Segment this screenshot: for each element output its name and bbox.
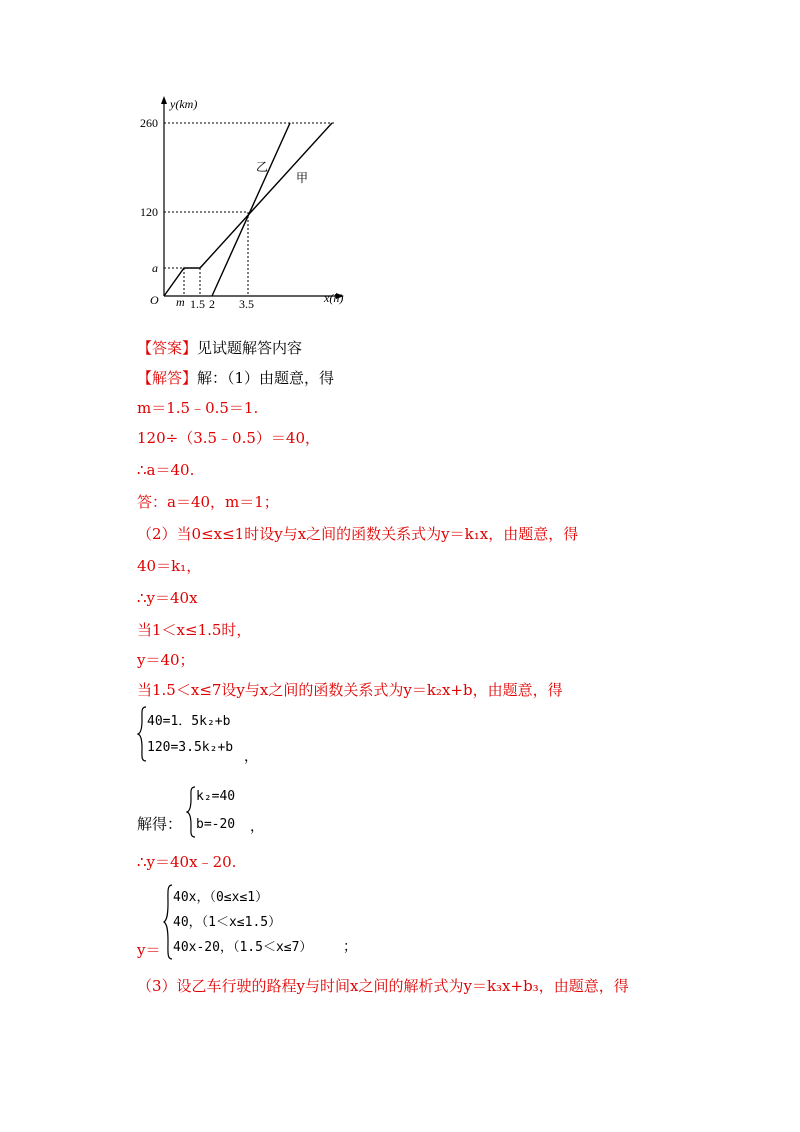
left-brace-icon	[137, 706, 147, 762]
piecewise-row-2: 40，（1＜x≤1.5）	[173, 915, 282, 930]
line-1: m＝1.5﹣0.5＝1.	[137, 399, 259, 417]
piecewise-function	[163, 884, 383, 964]
line-10: 当1.5＜x≤7设y与x之间的函数关系式为y＝k₂x+b，由题意，得	[137, 681, 563, 699]
x-axis-label: x(h)	[324, 291, 344, 305]
system-2-tail: ，	[250, 819, 264, 835]
left-brace-icon	[186, 786, 196, 838]
solve-prefix: 解得：	[137, 815, 183, 833]
piecewise-prefix: y＝	[137, 941, 161, 959]
y-tick-a: a	[152, 261, 158, 275]
line-7: ∴y＝40x	[137, 589, 198, 607]
label-yi: 乙	[256, 160, 269, 174]
equation-system-1	[137, 706, 337, 766]
x-tick-3-5: 3.5	[239, 297, 254, 311]
line-12: ∴y＝40x﹣20.	[137, 853, 237, 871]
equation-system-2	[186, 786, 306, 842]
piecewise-row-1: 40x，（0≤x≤1）	[173, 890, 269, 905]
piecewise-tail: ；	[343, 939, 357, 955]
system-1-row-1: 40=1．5k₂+b	[147, 714, 231, 729]
answer-tag: 【答案】	[137, 339, 198, 357]
answer-text: 见试题解答内容	[197, 339, 303, 357]
left-brace-icon	[163, 884, 173, 960]
line-6: 40＝k₁，	[137, 557, 202, 575]
line-yi	[212, 123, 290, 296]
y-axis-label: y(km)	[170, 97, 198, 111]
line-8: 当1＜x≤1.5时，	[137, 621, 252, 639]
x-tick-1-5: 1.5	[190, 297, 205, 311]
answer-line	[137, 338, 302, 358]
system-2-row-1: k₂=40	[196, 789, 236, 804]
line-9: y＝40；	[137, 651, 195, 669]
y-tick-120: 120	[140, 205, 158, 219]
system-1-row-2: 120=3.5k₂+b	[147, 740, 234, 755]
distance-time-graph	[140, 96, 370, 316]
analysis-tag: 【解答】	[137, 369, 198, 387]
analysis-line	[137, 368, 334, 388]
line-14: （3）设乙车行驶的路程y与时间x之间的解析式为y＝k₃x+b₃，由题意，得	[137, 977, 629, 995]
piecewise-row-3: 40x-20，（1.5＜x≤7）	[173, 940, 313, 955]
system-1-tail: ，	[244, 749, 258, 765]
y-tick-260: 260	[140, 116, 158, 130]
line-jia	[164, 123, 332, 296]
x-tick-m: m	[176, 295, 185, 309]
line-3: ∴a＝40.	[137, 461, 195, 479]
y-axis-arrow	[161, 96, 167, 104]
analysis-text: 解：（1）由题意，得	[197, 369, 335, 387]
system-2-row-2: b=-20	[196, 817, 236, 832]
origin-label: O	[150, 293, 159, 307]
line-4: 答：a＝40，m＝1；	[137, 493, 279, 511]
label-jia: 甲	[296, 171, 309, 185]
x-tick-2: 2	[209, 297, 215, 311]
line-5: （2）当0≤x≤1时设y与x之间的函数关系式为y＝k₁x，由题意，得	[137, 525, 579, 543]
line-2: 120÷（3.5﹣0.5）＝40，	[137, 429, 320, 447]
